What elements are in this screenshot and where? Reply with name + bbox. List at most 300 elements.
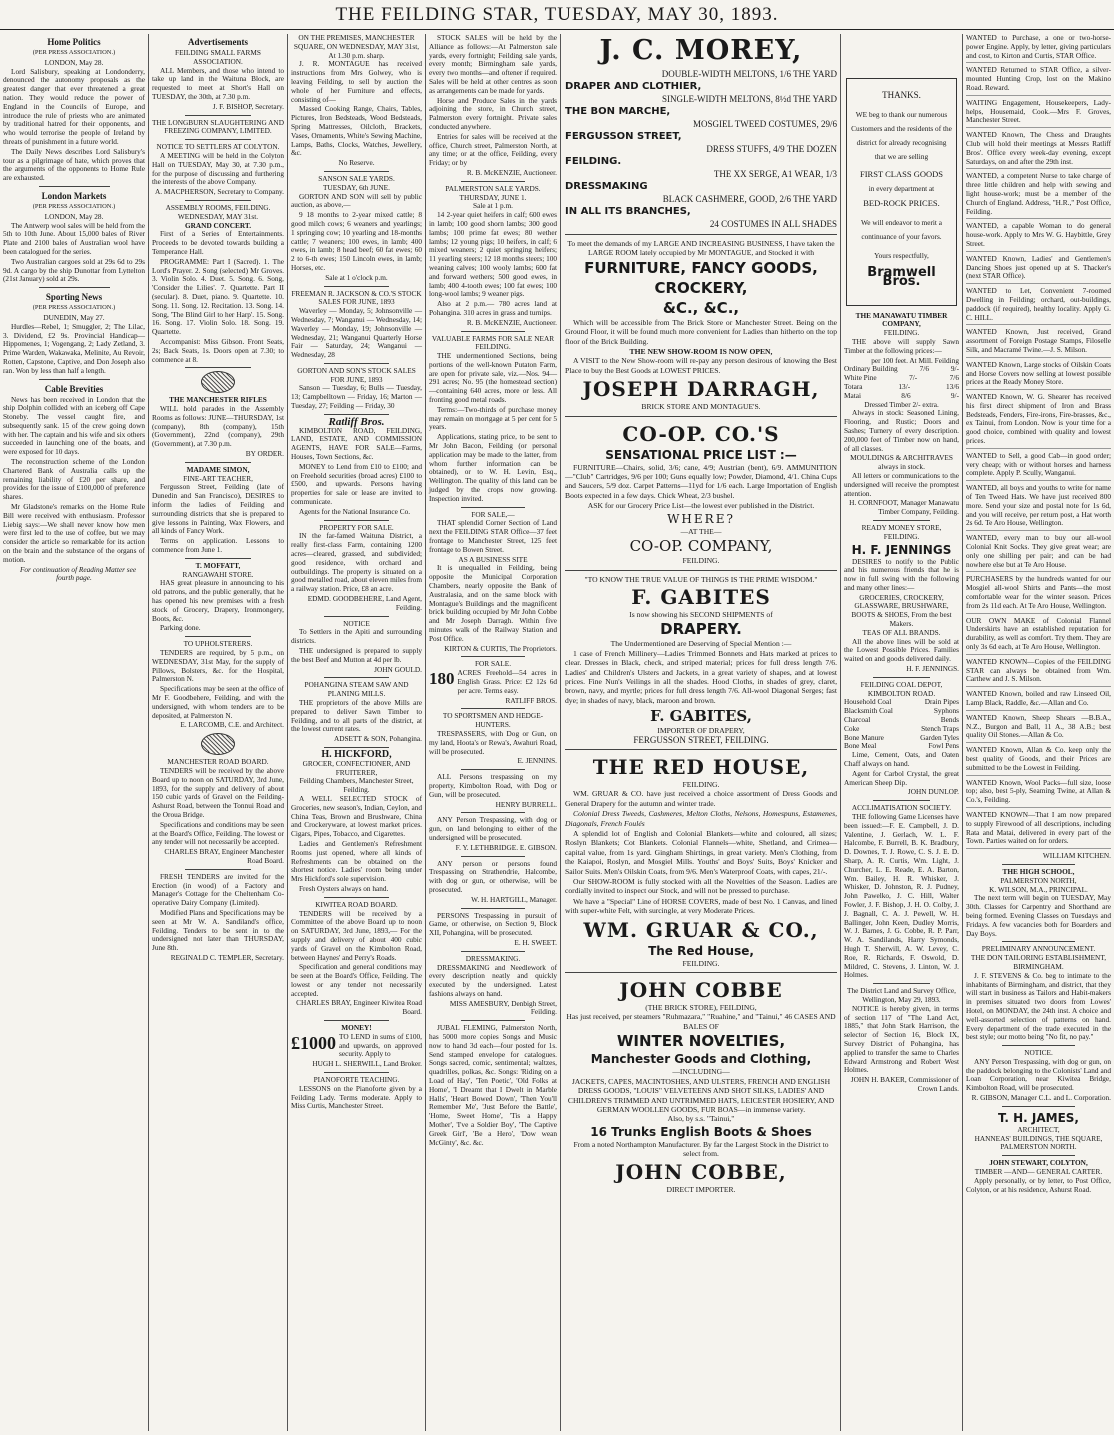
darragh-goods: &C., &C.,	[662, 298, 740, 317]
advert-signature: E. LARCOMB, C.E. and Architect.	[180, 720, 284, 730]
advert-text: First of a Series of Entertainments. Proceeds to be devoted towards building a Temperance Hall.	[152, 229, 284, 256]
advert-heading: PALMERSTON SALE YARDS.	[445, 183, 541, 193]
advert-text: TO LEND in sums of £100, and upwards, on approved security. Apply to	[339, 1031, 422, 1059]
advert-signature: RATLIFF BROS.	[505, 695, 557, 705]
advert-text: Agent for Carbol Crystal, the great American Sheep Dip.	[844, 768, 959, 787]
gabites-drapery: DRAPERY.	[660, 620, 742, 639]
advert-signature: ADSETT & SON, Pohangina.	[333, 734, 422, 744]
advert-signature: R. GIBSON, Manager C.L. and L. Corporation.	[971, 1093, 1111, 1103]
advert-heading: JOHN STEWART, COLYTON,	[989, 1158, 1088, 1168]
morey-line: IN ALL ITS BRANCHES,	[565, 206, 691, 217]
morey-line: DRAPER AND CLOTHIER,	[565, 81, 702, 92]
coal-list	[844, 698, 959, 751]
red-house-name: THE RED HOUSE,	[592, 754, 810, 779]
advert-text: Agents for the National Insurance Co.	[299, 506, 411, 516]
advert-text: We have a "Special" Line of HORSE COVERS, made of best No. 1 Canvas, and lined with super-white Felt, with surcingle, at very Moderate Prices.	[565, 896, 837, 916]
dateline: LONDON, May 28.	[44, 211, 104, 221]
advert-date: TUESDAY, 6th JUNE.	[323, 182, 390, 192]
advert-heading: READY MONEY STORE, FEILDING.	[861, 522, 942, 541]
advert-text: Entries for sales will be received at the office, Church street, Palmerston North, at any time; or at the office, Feilding, every Friday; or by	[429, 131, 557, 168]
advert-subheading: FINE-ART TEACHER,	[183, 473, 253, 483]
advert-text: ASK for our Grocery Price List—the lowest ever published in the District.	[587, 501, 815, 511]
advert-text: TENDERS are required, by 5 p.m., on WEDNESDAY, 31st May, for the supply of Pillows, Bolsters, &c. for the Hospital, Palmerston N.	[152, 648, 284, 684]
advert-signature: EDMD. GOODBEHERE, Land Agent, Feilding.	[307, 594, 422, 612]
dateline: DUNEDIN, May 27.	[43, 312, 105, 322]
advert-signature: HUGH L. SHERWILL, Land Broker.	[312, 1059, 422, 1069]
wanted-column	[963, 34, 1114, 1431]
advert-heading: PIANOFORTE TEACHING.	[313, 1075, 400, 1085]
advert-heading: THE HIGH SCHOOL,	[1002, 866, 1075, 876]
advert-text: Massed Cooking Range, Chairs, Tables, Pictures, Iron Bedsteads, Wood Bedsteads, Spring Mattresses, Oilcloth, Brackets, Vases, Ornaments, White's Sewing Machine, Lamps, Baths, Clocks, Watches, Jewellery, &c.	[291, 104, 422, 158]
price-list: FURNITURE—Chairs, solid, 3/6; cane, 4/9; Austrian (bent), 6/9. AMMUNITION—"Club" Cartridges, 9/6 per 100; Guns equally low; Powder, Diamond, 4/1. China Cups and Saucers, 5/9 doz. Carpet Patterns—11yd for 1/6 each. Large Importation of English Boots expected in a few days. Chick Wheat, 2/3 bushel.	[565, 462, 837, 500]
wanted-ad: WANTED Known, boiled and raw Linseed Oil, Lamp Black, Raddle, &c.—Allan and Co.	[966, 690, 1111, 711]
advert-signature: BY ORDER.	[245, 449, 284, 459]
advert-text: Specifications and conditions may be seen at the Board's Office, Feilding. The lowest or any tender will not necessarily be accepted.	[152, 819, 284, 847]
advert-signature: F. Y. LETHBRIDGE. E. GIBSON.	[455, 842, 557, 852]
advert-signature: KIRTON & CURTIS, The Proprietors.	[444, 643, 557, 653]
advert-emphasis: MOULDINGS & ARCHITRAVES always in stock.	[850, 453, 953, 472]
advert-signature: CHARLES BRAY, Engineer Kiwitea Road Board.	[296, 998, 422, 1017]
advert-column	[288, 34, 425, 1431]
gruar-house: The Red House,	[648, 943, 754, 958]
article-text: News has been received in London that the ship Dolphin collided with an iceberg off Cape Stoneby. The vessel caught fire, and subsequently sank. 15 of the crew going down with her. The captain and his wife and six others succeeded in launching one of the boats, and were exposed for 10 days.	[3, 394, 145, 457]
advert-text: TENDERS will be received by the above Board up to noon on SATURDAY, 3rd June, 1893, for the supply and delivery of about 150 cubic yards of Gravel on the Feilding-Ashurst Road, between the Tonnui Road and the Oroua Bridge.	[152, 765, 284, 819]
section-heading: Cable Brevities	[44, 383, 104, 394]
cobbe-winter: WINTER NOVELTIES,	[616, 1032, 786, 1051]
darragh-name: JOSEPH DARRAGH,	[582, 377, 820, 402]
gabites-name: F. GABITES,	[650, 707, 752, 726]
advert-heading: THE MANCHESTER RIFLES	[169, 395, 267, 405]
advert-signature: JOHN DUNLOP.	[907, 787, 959, 797]
price-cell: 13/-	[898, 381, 911, 391]
wanted-ad: WANTED Known, W. G. Shearer has received his first direct shipment of Iron and Brass Bedsteads, Fenders, Fire-irons, Fire-brasses, &c., ex Tainui, from London. Now is your time for a good choice, combined with quality and lowest prices.	[966, 393, 1111, 449]
coal-item: Coke	[844, 723, 860, 733]
section-source: (PER PRESS ASSOCIATION.)	[32, 304, 116, 312]
cobbe-manchester: Manchester Goods and Clothing,	[590, 1052, 812, 1067]
advert-text: THE proprietors of the above Mills are prepared to deliver Sawn Timber to Feilding, and to all parts of the district, at the lowest current rates.	[291, 697, 422, 734]
column-rule	[560, 34, 561, 1431]
advert-text: WILL hold parades in the Assembly Rooms as follows: JUNE—THURSDAY, 1st (company), 8th (company), 15th (Government), 22nd (company), 29th (Government), at 7.30 p.m.	[152, 404, 284, 449]
sale-schedule: Sanson — Tuesday, 6; Bulls — Tuesday, 13; Campbelltown — Friday, 16; Marton — Tuesday, 27; Feilding — Friday, 30	[291, 383, 422, 411]
wanted-list	[966, 34, 1111, 849]
drapery-list: 1 case of French Millinery—Ladies Trimmed Bonnets and Hats marked at prices to clear. Dresses in Black, check, and striped material; prices for full dress length 7/6. Ladies' and Children's Ulsters and Jackets, in a great variety of shapes, and at lowest prices. Fine Nun's Veilings in all the shades. Hood Cloths, in shades of grey, claret, brown, navy, and myrtle; prices for full dress length 7/6. All-wool Diagonal Serges; fast dye; in shades of navy, black, maroon and brown.	[565, 648, 837, 705]
advert-text: HAS great pleasure in announcing to his old patrons, and the public generally, that he has opened his new premises with a fresh stock of Grocery, Drapery, Ironmongery, Boots, &c.	[152, 578, 284, 623]
advert-text: Ladies and Gentlemen's Refreshment Rooms just opened, where all kinds of Refreshments can be obtained on the shortest notice. Ladies' room being under Mrs Hickford's sole supervision.	[291, 838, 422, 884]
advert-text: THE undersigned is prepared to supply the best Beef and Mutton at 4d per lb.	[291, 646, 422, 664]
advert-heading: NOTICE.	[1024, 1048, 1053, 1058]
advert-note: —AT THE—	[680, 526, 722, 536]
advert-text: ALL Persons trespassing on my property, Kimbolton Road, with Dog or Gun, will be prosecuted.	[429, 772, 557, 799]
advert-note: Dressed Timber 2/- extra.	[864, 399, 939, 409]
cobbe-name: JOHN COBBE	[619, 978, 783, 1003]
advert-text: IN the far-famed Waituna District, a really first-class Farm, containing 1200 acres—cleared, grassed, and subdivided; good residence, with orchard and outbuildings. The property is situated on a good metalled road, about eleven miles from a railway station. Price, £8 an acre.	[291, 531, 422, 594]
advert-heading: PROPERTY FOR SALE.	[319, 522, 394, 532]
coal-item: Bends	[940, 715, 959, 725]
price-cell: Totara	[844, 381, 863, 391]
advert-heading: ASSEMBLY ROOMS, FEILDING. WEDNESDAY, MAY 31st.	[165, 202, 271, 221]
advert-title: GRAND CONCERT.	[184, 220, 252, 230]
morey-line: FEILDING.	[565, 156, 622, 167]
advert-signature: W. H. HARTGILL, Manager.	[471, 894, 557, 904]
wanted-ad: WANTED Known, Ladies' and Gentlemen's Dancing Shoes just opened up at S. Thacker's (next STAR Office).	[966, 255, 1111, 284]
advert-text: FRESH TENDERS are invited for the Erection (in wood) of a Factory and Manager's Cottage for the Cheltenham Co-operative Dairy Company (Limited).	[152, 871, 284, 908]
advert-subheading: DIRECT IMPORTER.	[666, 1184, 736, 1194]
wanted-ad: WANTED, all boys and youths to write for name of Ten Tweed Hats. We have just received 800 more. Send your size and postal note for 1s 6d, and you will receive, per return post, a Hat worth 2s 6d. Te Aro House, Wellington.	[966, 484, 1111, 531]
advert-signature: H. CORNFOOT, Manager Manawatu Timber Company, Feilding.	[849, 498, 959, 517]
article-text: The reconstruction scheme of the London Chartered Bank of Australia calls up the remaining liability of £20 per share, and provides for the issue of £100,000 of preference shares.	[3, 457, 145, 502]
advert-heading: NOTICE TO SETTLERS AT COLYTON.	[156, 142, 280, 152]
advert-text: Accompanist: Miss Gibson. Front Seats, 2s; Back Seats, 1s. Doors open at 7.30; to commence at 8.	[152, 336, 284, 364]
timber-price-table	[844, 365, 959, 400]
advert-text: Fergusson Street, Feilding (late of Dunedin and San Francisco), DESIRES to inform the ladies of Feilding and surrounding districts that she is prepared to give lessons in Painting, Wax Flowers, and all kinds of Fancy Work.	[152, 482, 284, 536]
advert-text: Specification and general conditions may be seen at the Board's Office, Feilding. The lowest or any tender not necessarily accepted.	[291, 962, 422, 998]
section-heading: Sporting News	[45, 292, 103, 303]
acres-number: 180	[429, 669, 455, 689]
coop-name: CO-OP. CO.'S	[622, 421, 780, 446]
advert-subheading: GROCER, CONFECTIONER, AND FRUITERER,	[302, 758, 411, 777]
coal-item: Charcoal	[844, 715, 871, 725]
advert-date: THURSDAY, JUNE 1.	[459, 192, 527, 202]
goods-list: JACKETS, CAPES, MACINTOSHES, AND ULSTERS, FRENCH AND ENGLISH DRESS GOODS, "LOUIS" VELVETEENS AND SHOT SILKS, LADIES' AND CHILDREN'S TRIMMED AND UNTRIMMED HATS, LEICESTER HOSIERY, AND GERMAN WOOLLEN GOODS, FUR BOAS—in immense variety.	[567, 1076, 835, 1114]
coop-company: CO-OP. COMPANY,	[629, 537, 773, 556]
advert-text: It is unequalled in Feilding, being opposite the Municipal Corporation Chambers, nearly opposite the Bank of Australasia, and on the same block with Montague's Buildings and the magnificent brick building occupied by Mr John Cobbe and Mr Joseph Darragh. Within five minutes walk of the Railway Station and Post Office.	[429, 563, 557, 643]
wanted-ad: WANTED KNOWN—That I am now prepared to supply Firewood of all descriptions, including Rata and Matai, delivered in every part of the Town. Parties waited on for orders.	[966, 811, 1111, 849]
price-cell: 13/6	[946, 381, 959, 391]
advert-place: PALMERSTON NORTH,	[1000, 875, 1077, 885]
display-advert-column	[562, 34, 840, 1431]
wanted-ad: WANTED to Sell, a good Cab—in good order; very cheap; with or without horses and harness complete. Apply P. Scully, Wanganui.	[966, 452, 1111, 481]
price-header: per 100 feet. At Mill. Feilding	[871, 355, 959, 365]
advert-subheading: (THE BRICK STORE), FEILDING,	[645, 1003, 757, 1013]
advert-signature: A. MACPHERSON, Secretary to Company.	[154, 187, 284, 197]
advert-column	[426, 34, 560, 1431]
advert-signature: R. B. McKENZIE, Auctioneer.	[466, 167, 557, 177]
advert-subheading: IMPORTER OF DRAPERY,	[657, 726, 745, 736]
wanted-ad: WANTED Known, Large stocks of Oilskin Coats and Horse Covers now selling at lowest possible prices at the Ready Money Store.	[966, 361, 1111, 390]
price-cell: 7/6	[949, 373, 959, 383]
advert-subheading: ARCHITECT,	[1017, 1124, 1060, 1134]
advert-signature: WILLIAM KITCHEN.	[1042, 851, 1111, 861]
price-cell: White Pine	[844, 373, 877, 383]
price-cell: Ordinary Building	[844, 364, 898, 374]
wanted-ad: PURCHASERS by the hundreds wanted for our Mosgiel all-wool Shirts and Pants—the most comfortable wear for the winter season. Prices from 2s 11d each. At Te Aro House, Wellington.	[966, 575, 1111, 613]
advert-text: DESIRES to notify to the Public and his numerous friends that he is now in full swing with the following and many other lines:—	[844, 556, 959, 592]
advert-text: THE undermentioned Sections, being portions of the well-known Putaton Farm, are open for private sale, viz.—Nos. 94—291 acres; No. 95 (the homestead section)—containing 640 acres, more or less. All fronting good metal roads.	[429, 351, 557, 405]
advert-heading: THE NEW SHOW-ROOM IS NOW OPEN,	[629, 347, 773, 357]
cobbe-name: JOHN COBBE,	[615, 1159, 787, 1184]
wanted-ad: WANTED Known, Wool Packs—full size, loose top; also, best 5-ply, Seaming Twine, at Allan & Co.'s, Feilding.	[966, 779, 1111, 808]
advert-heading: Ratliff Bros.	[328, 415, 385, 428]
advert-text: Applications, stating price, to be sent to Mr John Bacon, Feilding (or personal application may be made to the latter, from whom further information can be obtained), or to W. H. Levin, Esq., Wellington. The quality of this land can be judged by the crops now growing. Inspection invited.	[429, 432, 557, 503]
advert-text: Always in stock: Seasoned Lining, Flooring, and Rustic; Doors and Sashes; Turnery of every description. 200,000 feet of Timber now on hand, of all classes.	[844, 408, 959, 453]
price-cell: 7/-	[909, 373, 918, 383]
continuation-note: For continuation of Reading Matter see fourth page.	[19, 564, 137, 583]
advert-heading: FOR SALE,—	[471, 509, 515, 519]
advert-text: ALL Members, and those who intend to take up land in the Waituna Block, are requested to meet at Short's Hall on TUESDAY, the 30th, at 7.30 p.m.	[152, 65, 284, 101]
advert-text: Modified Plans and Specifications may be seen at Mr W. A. Sandiland's office, Feilding. Tenders to be sent in to the undersigned not later than THURSDAY, June 8th.	[152, 907, 284, 953]
advert-text: J. F. STEVENS & Co. beg to intimate to the inhabitants of Birmingham, and district, that they will start in business as Tailors and Habit-makers in premises situated two doors from Lowes' Hotel, on MONDAY, the 24th inst. A choice and well-assorted selection of patterns on hand. Every department of the trade executed in the best style; our motto being "No fit, no pay."	[966, 970, 1111, 1042]
advert-signature: JOHN GOULD.	[374, 664, 422, 674]
wanted-ad: WANTED Known, Allan & Co. keep only the best quality of Goods, and their Prices are submitted to be the Lowest in Feilding.	[966, 746, 1111, 775]
rifles-crest-icon	[201, 371, 235, 393]
morey-line: MOSGIEL TWEED COSTUMES, 29/6	[693, 119, 837, 129]
advert-text: The Undermentioned are Deserving of Special Mention :—	[610, 639, 792, 649]
advert-text: in every department at	[868, 183, 935, 193]
dateline: LONDON, May 28.	[44, 57, 104, 67]
advert-text: THAT splendid Corner Section of Land next the FEILDING STAR Office—37 feet frontage to Manchester Street, 125 feet frontage to Bowen Street.	[429, 518, 557, 554]
advert-signature: E. JENNINS.	[517, 756, 557, 766]
advert-text: Terms:—Two-thirds of purchase money may remain on mortgage at 5 per cent for 5 years.	[429, 404, 557, 432]
coal-item: Fowl Pens	[928, 741, 959, 751]
wanted-ad: OUR OWN MAKE of Colonial Flannel Underskirts have an established reputation for durability, as well as comfort. Try them. They are only 3s 6d each, at Te Aro House, Wellington.	[966, 617, 1111, 655]
price-cell: 7/6	[919, 364, 929, 374]
morey-line: DRESSMAKING	[565, 181, 648, 192]
advert-text: We will endeavor to merit a continuance of your favors.	[860, 218, 943, 242]
money-amount: £1000	[291, 1032, 336, 1053]
programme-list: PROGRAMME: Part I (Sacred). 1. The Lord's Prayer. 2. Song (selected) Mr Groves. 3. Violin Solo. 4. Duet. 5. Song. 6. Song, 'Consider the Lilies'. 7. Quartette. Part II (secular). 8. Duet, piano. 9. Quartette. 10. Song. 11. Song. 12. Recitation. 13. Song. 14. Song, 'The Blind Girl to her Harp'. 15. Song. 16. Song. 17. Violin Solo. 18. Song. 19. Quartette.	[152, 256, 284, 337]
advert-text: LESSONS on the Pianoforte given by a Feilding Lady. Terms moderate. Apply to Miss Curtis, Manchester Street.	[291, 1083, 422, 1111]
wanted-ad: WANTED, every man to buy our all-wool Colonial Knit Socks. They give great wear; are only one shilling per pair; and can be had nowhere else but at Te Aro House.	[966, 534, 1111, 572]
advert-text: Yours respectfully,	[874, 251, 929, 261]
price-cell: 9/-	[950, 390, 959, 400]
advert-heading: KIWITEA ROAD BOARD.	[315, 899, 398, 909]
advert-text: Terms on application. Lessons to commence from June 1.	[152, 536, 284, 555]
article-text: Mr Gladstone's remarks on the Home Rule Bill were received with enthusiasm. Professor Liebig says:—We shall never know how men were first led to the use of coffee, but we may consider the article so remarkable for its action on the brain and the substance of the organs of motion.	[3, 502, 145, 564]
advert-signature: R. B. McKENZIE, Auctioneer.	[466, 317, 557, 327]
price-cell: 9/-	[950, 364, 959, 374]
advert-heading: The District Land and Survey Office, Wellington, May 29, 1893.	[847, 986, 956, 1004]
coal-item: Syphons	[933, 706, 959, 716]
article-text: Hurdles—Rebel, 1; Smuggler, 2; The Lilac, 3. Dividend, £2 9s. Provincial Handicap—Hippomenes, 1; Vogengang, 2; Lady Zetland, 3. Prime Warden, Wakawaka, Melinite, Au Revoir, Rotten, Capstone, Captive, and Don Joseph also ran. Won by less than half a length.	[3, 321, 145, 375]
advert-text: THE above will supply Sawn Timber at the following prices:—	[844, 336, 959, 355]
advert-heading: FEILDING SMALL FARMS ASSOCIATION.	[175, 48, 261, 66]
morey-line: DRESS STUFFS, 4/9 THE DOZEN	[706, 144, 837, 154]
advert-heading: DRESSMAKING.	[465, 953, 521, 963]
advert-note: Also, by s.s. "Tainui,"	[667, 1114, 735, 1124]
morey-line: BLACK CASHMERE, GOOD, 2/6 THE YARD	[662, 194, 837, 204]
advert-place: FEILDING.	[883, 328, 920, 338]
price-cell: 8/6	[901, 390, 911, 400]
advert-heading: T. MOFFATT,	[195, 560, 241, 570]
advert-heading: MONEY!	[341, 1023, 372, 1033]
morey-line: SINGLE-WIDTH MELTONS, 8½d THE YARD	[662, 94, 837, 104]
morey-line: FERGUSSON STREET,	[565, 131, 682, 142]
advert-text: Is now showing his SECOND SHIPMENTS of	[629, 609, 773, 619]
advert-text: A MEETING will be held in the Colyton Hall on TUESDAY, May 30, at 7.30 p.m., for the purpose of discussing and furthering the interests of the above Company.	[152, 150, 284, 187]
advert-heading: THE DON TAILORING ESTABLISHMENT, BIRMINGHAM.	[970, 953, 1107, 971]
advert-column	[149, 34, 287, 1431]
morey-line: 24 COSTUMES IN ALL SHADES	[709, 219, 837, 229]
advert-heading: GORTON AND SON'S STOCK SALES FOR JUNE, 1893	[297, 365, 416, 384]
advert-heading: SANSON SALE YARDS.	[318, 173, 395, 183]
advert-text: MONEY to Lend from £10 to £100; and on Freehold securities (broad acres) £100 to £500, and upwards. Persons having properties for sale or lease are invited to communicate.	[291, 461, 422, 507]
wanted-ad: WANTED Known, Just received, Grand assortment of Foreign Postage Stamps, Filoselle Silk, and Macramé Twine.—J. S. Milson.	[966, 328, 1111, 357]
coal-item: Garden Tyles	[920, 732, 959, 742]
advert-text: Fresh Oysters always on hand.	[299, 883, 389, 893]
darragh-goods: CROCKERY,	[654, 278, 748, 297]
coal-item: Stench Traps	[921, 723, 959, 733]
wanted-ad: WANTED Known, The Chess and Draughts Club will hold their meetings at Messrs Ratliff Bros'. Office every week-day evening, except Saturdays, on and after the 29th inst.	[966, 131, 1111, 169]
morey-line: THE XX SERGE, A1 WEAR, 1/3	[713, 169, 837, 179]
jennings-name: H. F. JENNINGS	[851, 542, 952, 557]
advert-text: GORTON AND SON will sell by public auction, as above,—	[291, 191, 422, 210]
advert-place: FEILDING.	[682, 556, 720, 566]
coal-item: Bone Manure	[844, 732, 884, 742]
advert-text: KIMBOLTON ROAD, FEILDING, LAND, ESTATE, AND COMMISSION AGENTS, HAVE FOR SALE—Farms, Houses, Town Sections, &c.	[291, 425, 422, 462]
advert-text: All the above lines will be sold at the Lowest Possible Prices. Families waited on and goods delivered daily.	[844, 636, 959, 664]
wanted-ad: WANTED to Let, Convenient 7-roomed Dwelling in Feilding; orchard, out-buildings, paddock (if required), healthy locality. Apply G. C. HILL.	[966, 287, 1111, 325]
advert-text: ACRES Freehold—54 acres in English Grass. Price: £2 12s 6d per acre. Terms easy.	[457, 668, 557, 695]
advert-text: Which will be accessible from The Brick Store or Manchester Street. Being on the Ground Floor, it will be found much more convenient for Ladies than hitherto on the top floor of the Brick Building.	[565, 317, 837, 346]
advert-signature: HENRY BURRELL.	[495, 799, 557, 809]
advert-text: Specifications may be seen at the office of Mr F. Goodbehere, Feilding, and with the undersigned, with whom tenders are to be deposited, at Palmerston N.	[152, 684, 284, 720]
advert-text: Parking done.	[160, 623, 201, 633]
advert-heading: THANKS.	[882, 90, 921, 100]
advert-text: Lime, Cement, Oats, and Oaten Chaff always on hand.	[844, 750, 959, 769]
advert-text: JUBAL FLEMING, Palmerston North, has 5000 more copies Songs and Music now to hand 3d each—four posted for 1s. Send stamped envelope for catalogues. Songs sacred, comic, sentimental; waltzes, quadrilles, polkas, &c. Songs: 'Riding on a Load of Hay', 'Ten Poetic', 'Old Folks at Home', 'I Dreamt that I Dwelt in Marble Halls', 'Heart Bowed Down', 'Then You'll Remember Me', 'Just Before the Battle', 'Home, Sweet Home', 'Tis a Happy Mother', 'I've a Soldier Boy', 'The Captive Greek Girl', 'Be a Hero', 'Dow wean McGinty', &c. &c.	[429, 1023, 557, 1147]
advert-text: All letters or communications to the undersigned will receive the promptest attention.	[844, 470, 959, 498]
advert-heading: TO SPORTSMEN AND HEDGE-HUNTERS.	[442, 711, 544, 730]
stock-list: 9 18 months to 2-year mixed cattle; 8 good milch cows; 6 weaners and yearlings; 1 springing cow; 10 yearling and 18-months cattle; 7 weaners; 100 ewes, in lamb; 400 ewes, in lamb; 8 head beef; 60 fat ewes; 60 2 to 6-th ewes; 150 Lincoln ewes, in lamb; Horses, etc.	[291, 210, 422, 272]
section-source: (PER PRESS ASSOCIATION.)	[32, 49, 116, 56]
coal-item: Drain Pipes	[924, 697, 959, 707]
advert-heading: MANCHESTER ROAD BOARD.	[167, 757, 269, 767]
advert-text: THE following Game Licenses have been issued:—F. E. Campbell, J. D. Valentine, J. Gerlach, W. L. F. Halcombe, F. Burrell, B. K. Bradbury, D. Downes, T. J. Rowe, C. S. J. E. D. Sharp, A. R. Curtis, Wm. Light, J. Churcher, L. E. Reade, E. A. Barton, Wm. Bailey, H. R. Whisker, J. Whisker, D. Johnston, R. J. Pudney, John Pawelko, J. C. Hill, Walter Fowler, J. F. Bishop, J. H. O. Colby, J. J. Bagnall, C. A. J. Pewell, W. H. Ballinger, John Keen, Dudley Morris, W. J. Barnes, J. G. Cobbe, R. P. Parr, W. A. Sandilands, Harry Symonds, Hugh T. Sherwill, A. W. Levey, C. Roe, R. Richards, F. Oswold, D. Mildred, C. Stevens, J. Linton, W. J. Holmes.	[844, 812, 959, 980]
advert-heading: ON THE PREMISES, MANCHESTER SQUARE, ON WEDNESDAY, MAY 31st, At 1.30 p.m. sharp.	[293, 34, 420, 60]
advert-heading: H. HICKFORD,	[321, 748, 392, 760]
advert-address: Feilding Chambers, Manchester Street, Feilding.	[299, 776, 414, 795]
stock-list: 14 2-year quiet heifers in calf; 600 ewes in lamb; 100 good shorn lambs; 300 good lambs; 100 prime fat ewes; 80 wether lambs; 12 young pigs; 10 heifers, in calf; 6 mixed weaners; 2 quiet springing heifers; 11 yearling steers; 12 18 months steers; 100 weaning calves; 100 wooly lambs; 600 fat and forward wethers; 500 good ewes, in lamb; 400 4-tooth ewes; 100 fat ewes; 100 long-wool lambs; 9 weaner pigs.	[429, 210, 558, 299]
advert-subheading: BRICK STORE AND MONTAGUE'S.	[641, 402, 761, 412]
coat-of-arms-icon	[201, 733, 235, 755]
cobbe-trunks: 16 Trunks English Boots & Shoes	[590, 1124, 812, 1139]
thanks-box	[846, 78, 957, 306]
advert-text: Also at 2 p.m.— 780 acres land at Pohangina. 310 acres in grass and turnips.	[429, 299, 557, 317]
advert-text: NOTICE is hereby given, in terms of section 117 of "The Land Act, 1885," that John Stark Harrison, the selector of Section 16, Block IX, Survey District of Pohangina, has applied to transfer the same to Charles Edward Armstrong and Robert West Holmes.	[844, 1003, 959, 1075]
advert-text: ANY Person Trespassing, with dog or gun, on land belonging to either of the undersigned will be prosecuted.	[429, 815, 557, 842]
wanted-ad: WANTED KNOWN—Copies of the FEILDING STAR can always be obtained from Wm. Carthew and J. S. Milson.	[966, 658, 1111, 687]
article-text: Lord Salisbury, speaking at Londonderry, denounced the autonomy proposals as the greatest danger that ever threatened a great nation. They would reduce the power of England in the Councils of Europe, and introduce the rule of priests who are animated by traditional hatred for their opponents, and who would terrorise the people of Ireland by threats of punishment in a future world.	[3, 66, 145, 146]
advert-heading: TO UPHOLSTERERS.	[183, 639, 253, 649]
advert-text: WM. GRUAR & CO. have just received a choice assortment of Dress Goods and General Drapery for the autumn and winter trade.	[565, 789, 837, 808]
advert-text: A VISIT to the New Show-room will re-pay any person desirous of knowing the Best Place to buy the Best Goods at LOWEST PRICES.	[565, 356, 837, 375]
advert-text: The next term will begin on TUESDAY, May 30th. Classes for Carpentry and Shorthand are being formed. Evening Classes on Tuesdays and Fridays. A few vacancies both for Boarders and Day Boys.	[966, 893, 1111, 938]
advert-heading: AS A BUSINESS SITE	[458, 554, 528, 564]
sale-schedule: Waverley — Monday, 5; Johnsonville — Wednesday, 7; Wanganui — Wednesday, 14; Waverley — Monday, 19; Johnsonville — Wednesday, 21; Wanganui Quarterly Horse Fair — Saturday, 24; Wanganui — Wednesday, 28	[291, 306, 422, 360]
wanted-ad: WANTED, a capable Woman to do general house-work. Apply to Mrs W. G. Haybittle, Grey Street.	[966, 222, 1111, 251]
coal-item: Household Coal	[844, 697, 892, 707]
goods-list: Colonial Dress Tweeds, Cashmeres, Melton Cloths, Nelsons, Homespuns, Estamenes, Diagonals, French Foulés	[565, 809, 837, 828]
wanted-ad: WANTED to Purchase, a one or two-horse-power Engine. Apply, by letter, giving particulars and cost, to Kirton and Curtis, STAR Office.	[966, 34, 1111, 63]
advert-note: No Reserve.	[338, 158, 375, 168]
advert-note: Sale at 1 p.m.	[473, 201, 513, 211]
gabites-name: F. GABITES	[631, 584, 771, 609]
advert-text: TENDERS will be received by a Committee of the above Board up to noon on SATURDAY, 3rd June, 1893,— For the supply and delivery of about 400 cubic yards of Gravel on the Kimbolton Road, between Haynes' and Perry's Roads.	[291, 908, 422, 962]
advert-column	[841, 34, 962, 1431]
advert-subheading: K. WILSON, M.A., PRINCIPAL.	[989, 884, 1088, 894]
advert-heading: FREEMAN R. JACKSON & CO.'S STOCK SALES FOR JUNE, 1893	[291, 288, 422, 307]
morey-line: DOUBLE-WIDTH MELTONS, 1/6 THE YARD	[661, 69, 837, 79]
wanted-ad: WAITING Engagement, Housekeepers, Lady-helps, Housemaid, Cook.—Mrs F. Groves, Manchester Street.	[966, 99, 1111, 128]
advert-signature: CHARLES BRAY, Engineer Manchester Road Board.	[164, 847, 284, 865]
advert-emphasis: BED-ROCK PRICES.	[863, 198, 940, 209]
advert-signature: J. F. BISHOP, Secretary.	[212, 101, 284, 111]
wanted-ad: WANTED, a competent Nurse to take charge of three little children and help with sewing and light house-work; must be a member of the Church of England. Address, "H.R.," Post Office, Feilding.	[966, 172, 1111, 219]
price-cell: Matai	[844, 390, 862, 400]
advert-text: ANY person or persons found Trespassing on Strathendrie, Halcombe, with dog or gun, or otherwise, will be prosecuted.	[429, 858, 557, 894]
goods-list: GROCERIES, CROCKERY, GLASSWARE, BRUSHWARE, BOOTS & SHOES, From the best Makers.	[851, 592, 952, 629]
section-heading: London Markets	[41, 190, 107, 201]
advert-text: To Settlers in the Apiti and surrounding districts.	[291, 627, 422, 646]
advert-quote: "TO KNOW THE TRUE VALUE OF THINGS IS THE PRIME WISDOM."	[584, 574, 818, 584]
advert-signature: MISS AMESBURY, Denbigh Street, Feilding.	[449, 998, 557, 1017]
advert-text: ANY Person Trespassing, with dog or gun, on the paddock belonging to the Colonists' Land and Loan Corporation, near Kiwitea Bridge, Kimbolton Road, will be prosecuted.	[966, 1056, 1111, 1093]
article-text: Two Australian cargoes sold at 29s 6d to 29s 9d. A cargo by the ship Dunottar from Lyttelton (21st January) sold at 29s.	[3, 256, 145, 284]
wanted-ad: WANTED Known, Sheep Shears —B.B.A., N.Z., Burgon and Ball, 11 A., 38 A.B.; best quality Oil Stones.—Allan & Co.	[966, 714, 1111, 743]
advert-subheading: TIMBER —AND— GENERAL CARTER.	[974, 1167, 1103, 1177]
darragh-goods: FURNITURE, FANCY GOODS,	[584, 258, 818, 277]
advert-text: Horse and Produce Sales in the yards adjoining the store, in Church street, Palmerston every fortnight. Private sales conducted anywhere.	[429, 95, 557, 131]
advert-emphasis: FIRST CLASS GOODS	[860, 168, 943, 179]
bramwell-name: Bramwell Bros.	[867, 264, 936, 289]
advert-text: J. R. MONTAGUE has received instructions from Mrs Golwey, who is leaving Feilding, to sell by auction the whole of her Furniture and effects, consisting of—	[291, 59, 422, 104]
advert-note: Sale at 1 o'clock p.m.	[325, 272, 388, 282]
coop-title: SENSATIONAL PRICE LIST :—	[605, 447, 797, 462]
advert-text: PERSONS Trespassing in pursuit of Game, or otherwise, on Section 9, Block XII, Pohangina, will be prosecuted.	[429, 910, 557, 938]
morey-line: THE BON MARCHE,	[565, 106, 671, 117]
gruar-name: WM. GRUAR & CO.,	[583, 917, 819, 942]
advert-emphasis: TEAS OF ALL BRANDS.	[862, 627, 941, 637]
advert-signature: H. F. JENNINGS.	[906, 664, 959, 674]
morey-name: J. C. MOREY,	[599, 35, 803, 66]
advert-signature: E. H. SWEET.	[514, 937, 557, 947]
advert-address: FERGUSSON STREET, FEILDING.	[633, 734, 769, 745]
advert-heading: MADAME SIMON,	[186, 464, 250, 474]
advert-text: STOCK SALES will be held by the Alliance as follows:—At Palmerston sale yards, every fortnight; Feilding sale yards, every month; Birmingham sale yards, every two months—and oftener if required. Sales will be held at other centres as soon as arrangements can be made for yards.	[429, 34, 557, 95]
advert-heading: WHERE?	[667, 511, 735, 526]
advert-heading: THE LONGBURN SLAUGHTERING AND FREEZING COMPANY, LIMITED.	[152, 117, 284, 136]
advert-text: Our SHOW-ROOM is fully stocked with all the Novelties of the Season. Ladies are cordially invited to inspect our Stock, and will not be pressed to purchase.	[565, 877, 837, 896]
advert-text: To meet the demands of my LARGE AND INCREASING BUSINESS, I have taken the LARGE ROOM lately occupied by Mr MONTAGUE, and Stocked it with	[567, 239, 835, 258]
advert-heading: THE MANAWATU TIMBER COMPANY,	[855, 310, 948, 329]
section-heading: Home Politics	[47, 37, 101, 47]
advert-address: HANNEAS' BUILDINGS, THE SQUARE, PALMERSTON NORTH.	[974, 1133, 1103, 1152]
morey-lines	[565, 68, 837, 230]
advert-signature: REGINALD C. TEMPLER, Secretary.	[170, 952, 284, 962]
advert-heading: NOTICE	[343, 618, 370, 628]
advert-text: Apply personally, or by letter, to Post Office, Colyton, or at his residence, Ashurst Road.	[966, 1175, 1111, 1194]
advert-heading: FEILDING COAL DEPOT,	[860, 679, 943, 689]
article-text: The Daily News describes Lord Salisbury's tour as a pilgrimage of hate, which proves that the arguments of the opponents to Home Rule are exhausted.	[3, 146, 145, 183]
advert-heading: POHANGINA STEAM SAW AND PLANING MILLS.	[304, 680, 409, 699]
advert-heading: VALUABLE FARMS FOR SALE NEAR FEILDING.	[431, 333, 555, 352]
advert-text: DRESSMAKING and Needlework of every description neatly and quickly executed by the undersigned. Latest fashions always on hand.	[429, 962, 557, 998]
advert-subheading: RANGAWAHI STORE.	[182, 569, 254, 579]
article-text: The Antwerp wool sales will be held from the 5th to 10th June. About 15,000 bales of River Plate and 2100 bales of Australian wool have been catalogued for the series.	[3, 220, 145, 256]
section-heading: Advertisements	[188, 37, 248, 47]
advert-text: A WELL SELECTED STOCK of Groceries, new season's, Indian, Ceylon, and China Teas, Brown and Brushware, China and Crockeryware, at lowest market prices. Cigars, Pipes, Tobacco, and Cigarettes.	[291, 793, 422, 839]
coal-item: Bone Meal	[844, 741, 877, 751]
coal-item: Blacksmith Coal	[844, 706, 893, 716]
advert-text: Has just received, per steamers "Ruhmazara," "Ruahine," and "Tainui," 46 CASES AND BALES OF	[566, 1012, 836, 1031]
advert-heading: PRELIMINARY ANNOUNCEMENT.	[981, 944, 1096, 954]
advert-signature: JOHN H. BAKER, Commissioner of Crown Lands.	[850, 1075, 959, 1093]
wanted-ad: WANTED Returned to STAR Office, a silver-mounted Hunting Crop, lost on the Makino Road. Reward.	[966, 66, 1111, 95]
advert-note: —INCLUDING—	[672, 1067, 730, 1077]
advert-heading: ACCLIMATISATION SOCIETY.	[851, 803, 952, 813]
section-source: (PER PRESS ASSOCIATION.)	[32, 202, 116, 210]
advert-text: A splendid lot of English and Colonial Blankets—white and coloured, all sizes; Roslyn Blankets; Cot Blankets. Colonial Flannels—white, Shetland, and Crimea—capital value, from 1s yard. Gingham Shirtings, in great variety. Men's Clothing, from the Kaiapoi, Roslyn, and Mosgiel Mills. Youths' and Boys' Suits, Boys' Knicker and Sailor Suits. Men's Oilskin Coats, from 9/6. Men's Waterproof Coats, with capes, 21/-.	[565, 829, 837, 876]
